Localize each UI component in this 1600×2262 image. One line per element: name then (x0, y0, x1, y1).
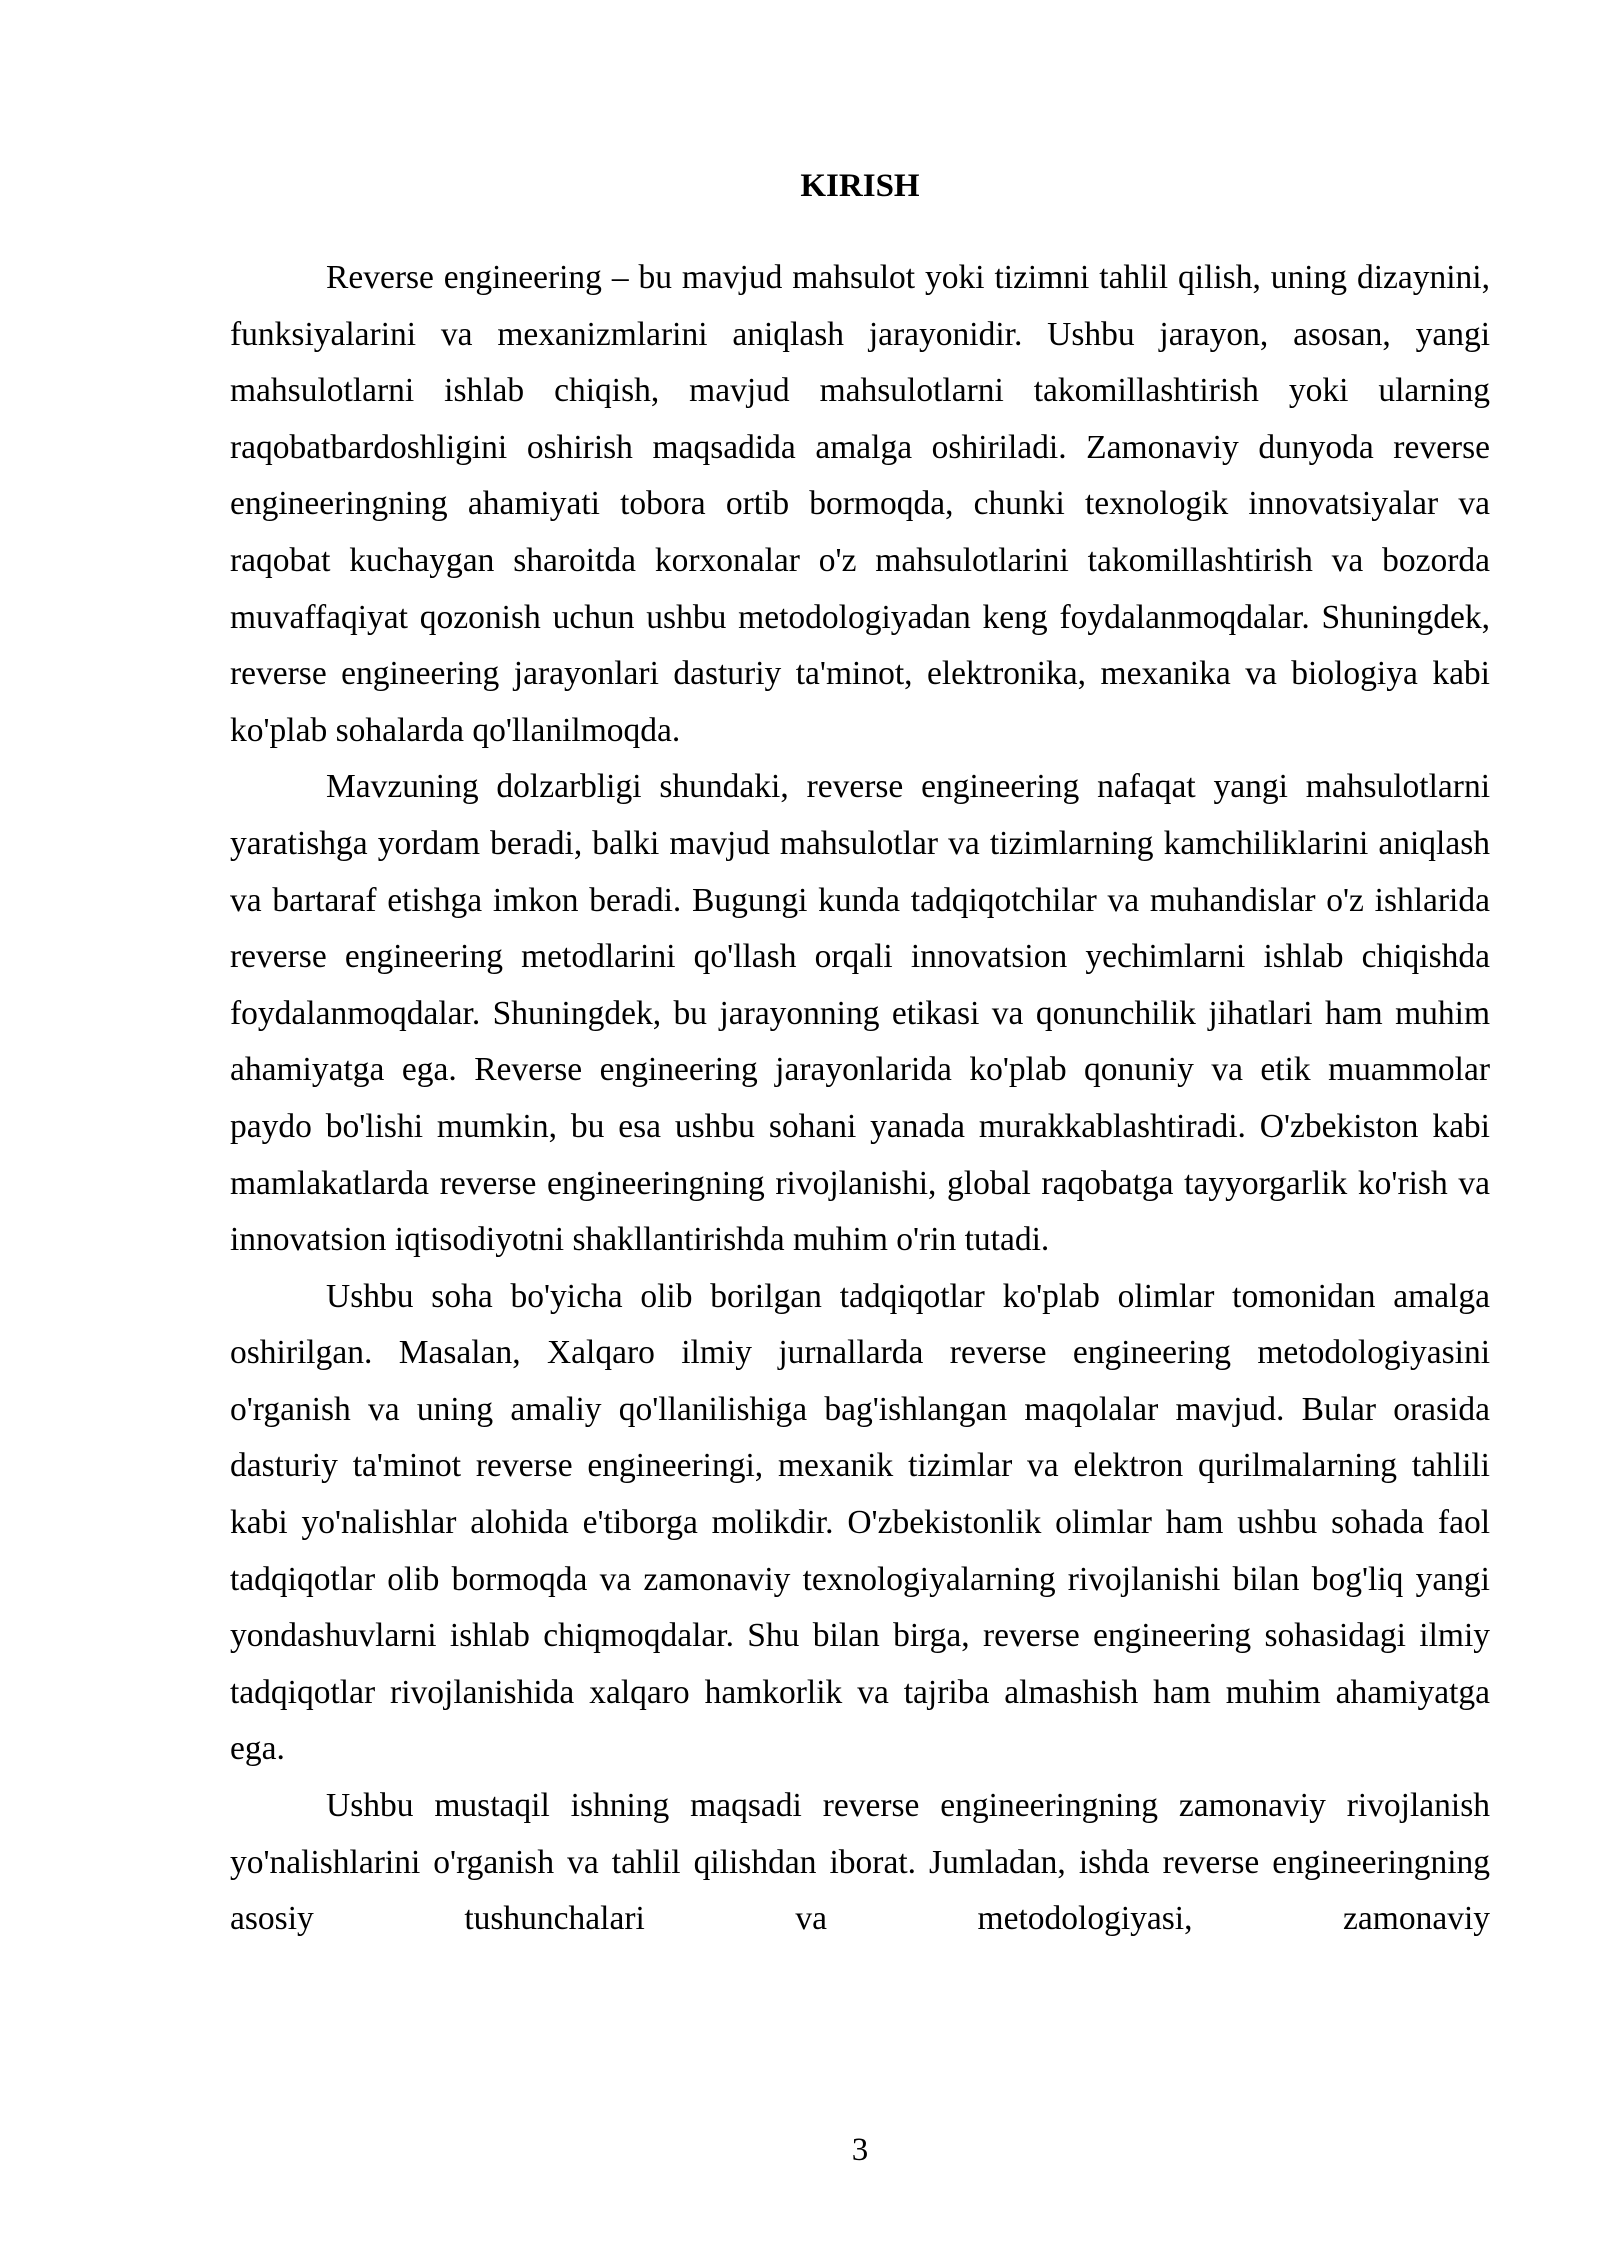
paragraph-goal: Ushbu mustaqil ishning maqsadi reverse engineeringning zamonaviy rivojlanish yo'nalishlarini o'rganish va tahlil qilishdan iborat. Jumladan, ishda reverse engineeringning asosiy tushunchalari va metodologiyasi, zamonaviy (230, 1787, 1490, 1938)
paragraph-intro: Reverse engineering – bu mavjud mahsulot yoki tizimni tahlil qilish, uning dizaynini, funksiyalarini va mexanizmlarini aniqlash jarayonidir. Ushbu jarayon, asosan, yangi mahsulotlarni ishlab chiqish, mavjud mahsulotlarni takomillashtirish yoki ularning raqobatbardoshligini oshirish maqsadida amalga oshiriladi. Zamonaviy dunyoda reverse engineeringning ahamiyati tobora ortib bormoqda, chunki texnologik innovatsiyalar va raqobat kuchaygan sharoitda korxonalar o'z mahsulotlarini takomillashtirish va bozorda muvaffaqiyat qozonish uchun ushbu metodologiyadan keng foydalanmoqdalar. Shuningdek, reverse engineering jarayonlari dasturiy ta'minot, elektronika, mexanika va biologiya kabi ko'plab sohalarda qo'llanilmoqda. (230, 259, 1490, 749)
section-title: KIRISH (800, 168, 920, 204)
paragraph-relevance: Mavzuning dolzarbligi shundaki, reverse engineering nafaqat yangi mahsulotlarni yaratishga yordam beradi, balki mavjud mahsulotlar va tizimlarning kamchiliklarini aniqlash va bartaraf etishga imkon beradi. Bugungi kunda tadqiqotchilar va muhandislar o'z ishlarida reverse engineering metodlarini qo'llash orqali innovatsion yechimlarni ishlab chiqishda foydalanmoqdalar. Shuningdek, bu jarayonning etikasi va qonunchilik jihatlari ham muhim ahamiyatga ega. Reverse engineering jarayonlarida ko'plab qonuniy va etik muammolar paydo bo'lishi mumkin, bu esa ushbu sohani yanada murakkablashtiradi. O'zbekiston kabi mamlakatlarda reverse engineeringning rivojlanishi, global raqobatga tayyorgarlik ko'rish va innovatsion iqtisodiyotni shakllantirishda muhim o'rin tutadi. (230, 768, 1490, 1259)
page-number: 3 (851, 2132, 869, 2168)
paragraph-research: Ushbu soha bo'yicha olib borilgan tadqiqotlar ko'plab olimlar tomonidan amalga oshirilgan. Masalan, Xalqaro ilmiy jurnallarda reverse engineering metodologiyasini o'rganish va uning amaliy qo'llanilishiga bag'ishlangan maqolalar mavjud. Bular orasida dasturiy ta'minot reverse engineeringi, mexanik tizimlar va elektron qurilmalarning tahlili kabi yo'nalishlar alohida e'tiborga molikdir. O'zbekistonlik olimlar ham ushbu sohada faol tadqiqotlar olib bormoqda va zamonaviy texnologiyalarning rivojlanishi bilan bog'liq yangi yondashuvlarni ishlab chiqmoqdalar. Shu bilan birga, reverse engineering sohasidagi ilmiy tadqiqotlar rivojlanishida xalqaro hamkorlik va tajriba almashish ham muhim ahamiyatga ega. (230, 1277, 1490, 1768)
body-text (230, 250, 1490, 1948)
